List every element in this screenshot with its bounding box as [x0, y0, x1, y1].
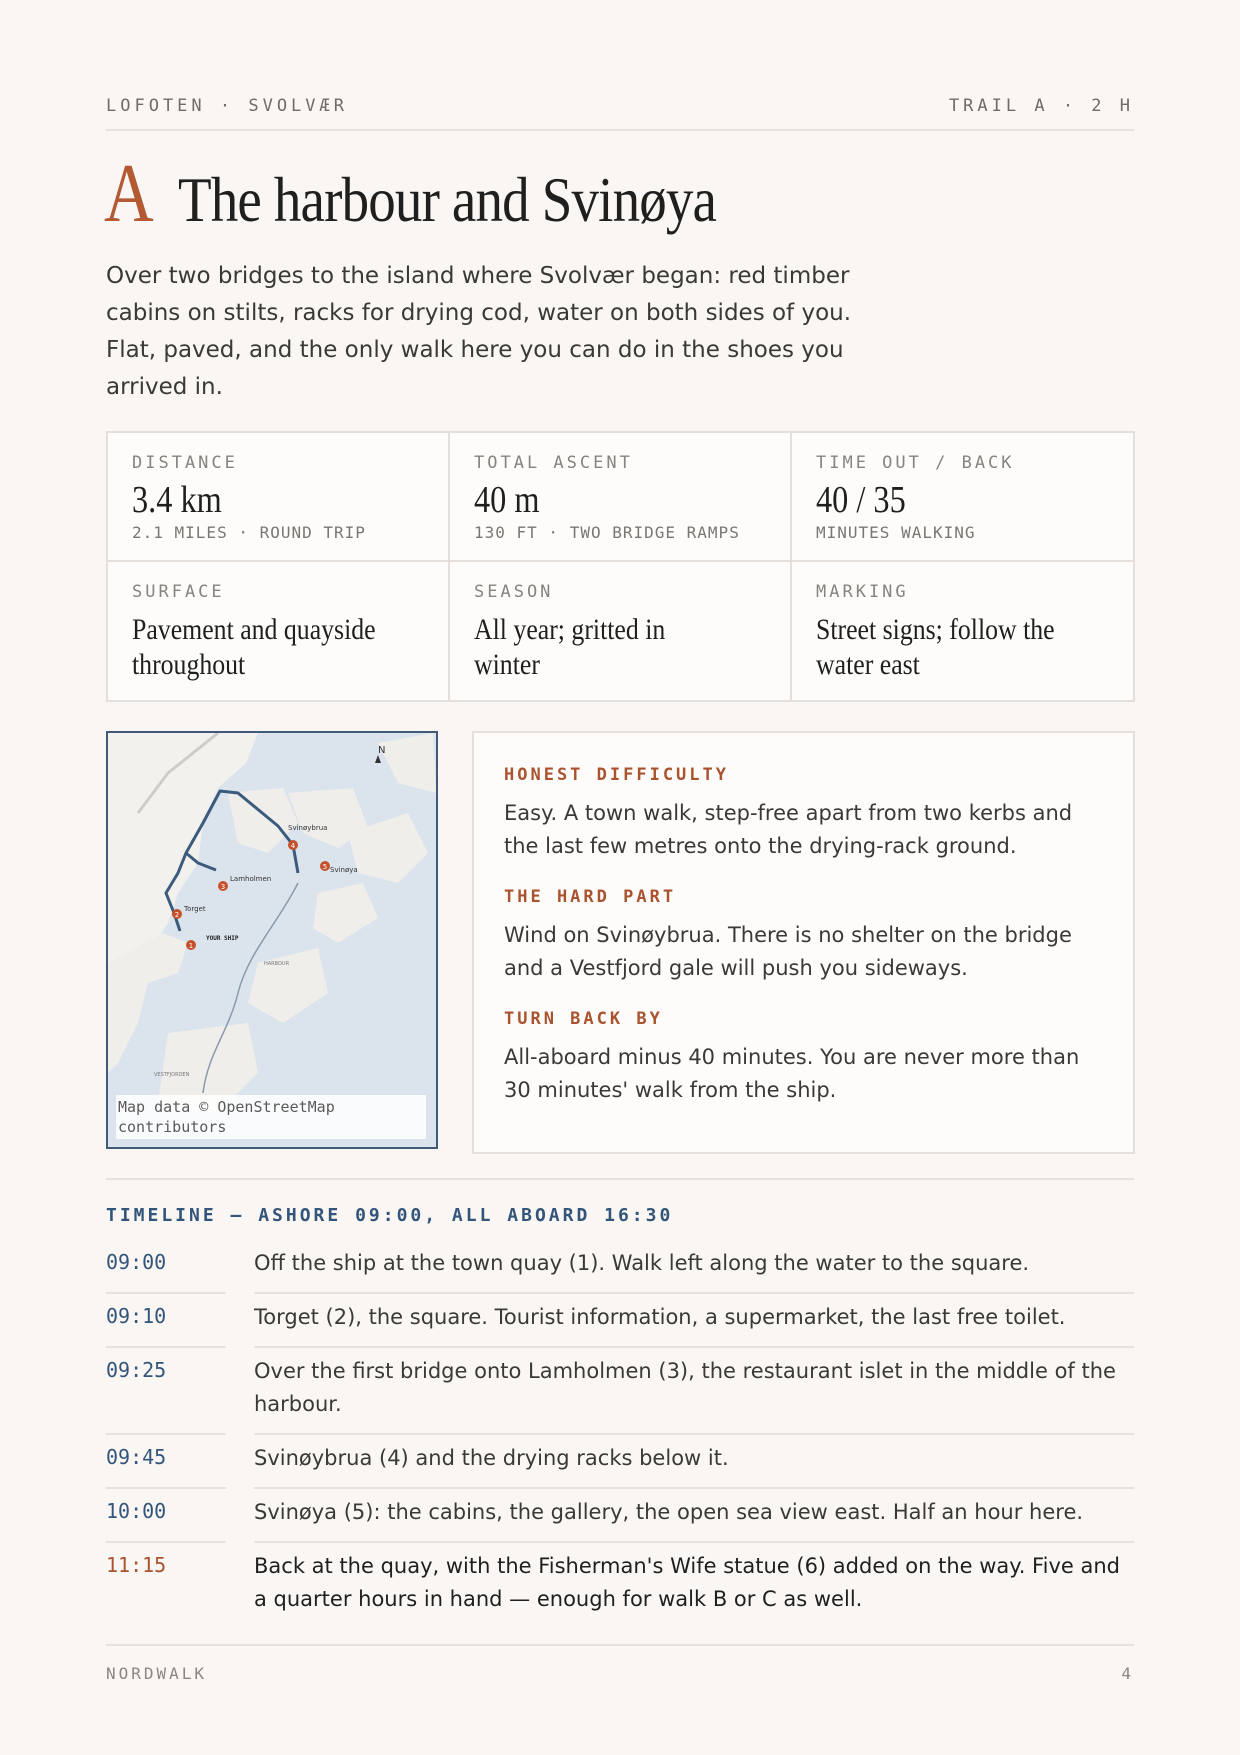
timeline-time: 09:25 — [106, 1346, 226, 1433]
timeline-text: Off the ship at the town quay (1). Walk left along the water to the square. — [254, 1251, 1030, 1275]
trail-label: TRAIL A · 2 H — [948, 96, 1134, 116]
timeline-time: 09:45 — [106, 1433, 226, 1487]
note-heading: HONEST DIFFICULTY — [504, 765, 729, 785]
map-graphic — [108, 733, 436, 1147]
note-heading: THE HARD PART — [504, 887, 677, 907]
map-label-torget: Torget — [184, 905, 206, 913]
map-credit: Map data © OpenStreetMap contributors — [116, 1095, 426, 1139]
map-label-svinoya: Svinøya — [330, 866, 358, 874]
difficulty-panel — [472, 731, 1135, 1154]
note-body: Easy. A town walk, step-free apart from two kerbs and the last few metres onto the drying-rack ground. — [504, 801, 1073, 858]
page-title — [104, 147, 804, 240]
map-label-harbour: HARBOUR — [264, 961, 290, 967]
timeline-row — [106, 1292, 1134, 1346]
map-marker-3-label: 3 — [220, 883, 226, 891]
header-divider — [106, 129, 1134, 131]
stat-ascent — [450, 433, 792, 562]
publication-name: NORDWALK — [106, 1664, 208, 1683]
trail-letter: A — [104, 147, 154, 240]
timeline-heading: TIMELINE — ASHORE 09:00, ALL ABOARD 16:30 — [106, 1205, 674, 1226]
note-body: All-aboard minus 40 minutes. You are never more than 30 minutes' walk from the ship. — [504, 1045, 1080, 1102]
map-marker-1-label: 1 — [188, 942, 194, 950]
timeline-time: 11:15 — [106, 1541, 226, 1628]
timeline-divider — [106, 1178, 1134, 1180]
timeline-row — [106, 1240, 1134, 1292]
timeline-text: Back at the quay, with the Fisherman's Wife statue (6) added on the way. Five and a quarter hours in hand — enough for walk B or C as well. — [254, 1541, 1134, 1628]
timeline-row — [106, 1541, 1134, 1628]
map-label-svinoybrua: Svinøybrua — [288, 824, 328, 832]
stat-sub: 130 FT · TWO BRIDGE RAMPS — [474, 523, 740, 542]
timeline-row — [106, 1487, 1134, 1541]
intro-paragraph: Over two bridges to the island where Svolvær began: red timber cabins on stilts, racks for drying cod, water on both sides of you. Flat, paved, and the only walk here you can do in the shoes you arrived in. — [106, 263, 852, 400]
trail-title: The harbour and Svinøya — [178, 164, 717, 235]
stat-surface — [108, 562, 450, 700]
map-marker-4-label: 4 — [290, 842, 296, 850]
stat-value: Street signs; follow the water east — [816, 613, 1055, 681]
page-footer — [106, 1664, 1134, 1683]
stat-time — [792, 433, 1133, 562]
stat-value: 40 m — [474, 479, 540, 521]
stat-season — [450, 562, 792, 700]
stat-label: SURFACE — [132, 582, 225, 602]
map-marker-5-label: 5 — [322, 863, 328, 871]
stat-value: All year; gritted in winter — [474, 613, 666, 681]
stat-label: TOTAL ASCENT — [474, 453, 633, 473]
stat-marking — [792, 562, 1133, 700]
note-heading: TURN BACK BY — [504, 1009, 663, 1029]
stat-value: 3.4 km — [132, 479, 222, 521]
timeline-row — [106, 1433, 1134, 1487]
stat-label: DISTANCE — [132, 453, 238, 473]
stat-label: SEASON — [474, 582, 554, 602]
note-body: Wind on Svinøybrua. There is no shelter on the bridge and a Vestfjord gale will push you sideways. — [504, 923, 1072, 980]
location-label: LOFOTEN · SVOLVÆR — [106, 96, 348, 116]
timeline-time: 09:00 — [106, 1250, 167, 1274]
stat-sub: 2.1 MILES · ROUND TRIP — [132, 523, 366, 542]
timeline-text: Torget (2), the square. Tourist information, a supermarket, the last free toilet. — [254, 1292, 1134, 1346]
stat-label: MARKING — [816, 582, 909, 602]
timeline-text: Svinøya (5): the cabins, the gallery, the open sea view east. Half an hour here. — [254, 1487, 1134, 1541]
map-label-lamholmen: Lamholmen — [230, 875, 272, 883]
map-label-vestfjorden: VESTFJORDEN — [154, 1072, 190, 1078]
timeline-row — [106, 1346, 1134, 1433]
stat-label: TIME OUT / BACK — [816, 453, 1015, 473]
timeline-text: Svinøybrua (4) and the drying racks below it. — [254, 1433, 1134, 1487]
stat-distance — [108, 433, 450, 562]
map-marker-2-label: 2 — [174, 911, 180, 919]
timeline-time: 09:10 — [106, 1292, 226, 1346]
timeline-time: 10:00 — [106, 1487, 226, 1541]
route-map[interactable] — [106, 731, 438, 1149]
page-number: 4 — [1121, 1664, 1134, 1683]
stat-value: Pavement and quayside throughout — [132, 613, 376, 681]
map-label-your-ship: YOUR SHIP — [206, 935, 239, 942]
stat-sub: MINUTES WALKING — [816, 523, 976, 542]
footer-divider — [106, 1644, 1134, 1646]
timeline — [106, 1240, 1134, 1628]
north-arrow-label: N — [378, 745, 386, 756]
stats-grid — [106, 431, 1135, 702]
page-header — [106, 96, 1134, 116]
stat-value: 40 / 35 — [816, 479, 906, 521]
timeline-text: Over the first bridge onto Lamholmen (3), the restaurant islet in the middle of the harbour. — [254, 1346, 1134, 1433]
